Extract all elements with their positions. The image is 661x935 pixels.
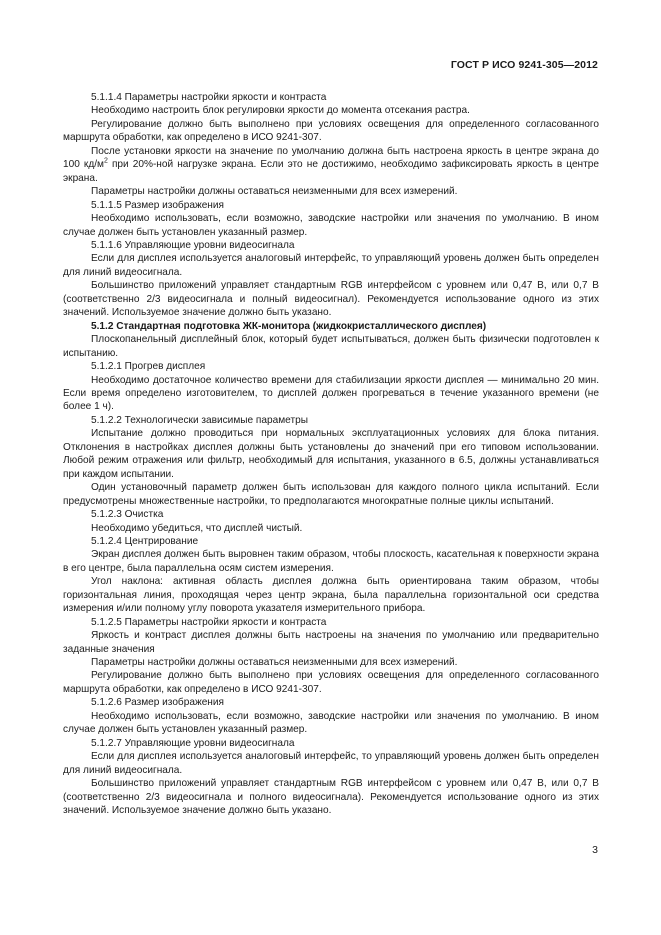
paragraph: Если для дисплея используется аналоговый интерфейс, то управляющий уровень должен быть определен для линий видеосигнала. bbox=[63, 253, 599, 278]
page-number: 3 bbox=[592, 844, 598, 856]
paragraph: Большинство приложений управляет стандартным RGB интерфейсом с уровнем или 0,47 В, или 0,7 В (соответственно 2/3 видеосигнала и полного видеосигнала). Рекомендуется использование одного из этих значений. Используемое значение должно быть указано. bbox=[63, 778, 599, 817]
paragraph: Необходимо достаточное количество времени для стабилизации яркости дисплея — минимально 20 мин. Если время определено изготовителем, то дисплей должен прогреваться в течение указанного времени (не более 1 ч). bbox=[63, 374, 599, 413]
section-heading: 5.1.2.7 Управляющие уровни видеосигнала bbox=[91, 737, 295, 749]
paragraph: Параметры настройки должны оставаться неизменными для всех измерений. bbox=[91, 186, 458, 198]
document-body bbox=[63, 91, 599, 817]
paragraph: Параметры настройки должны оставаться неизменными для всех измерений. bbox=[91, 657, 458, 669]
section-heading: 5.1.2.2 Технологически зависимые параметры bbox=[91, 414, 308, 426]
document-standard-code: ГОСТ Р ИСО 9241-305—2012 bbox=[450, 59, 598, 71]
paragraph-text: при 20%-ной нагрузке экрана. Если это не достижимо, необходимо зафиксировать яркость в центре экрана. bbox=[63, 159, 599, 184]
paragraph: Экран дисплея должен быть выровнен таким образом, чтобы плоскость, касательная к поверхности экрана в его центре, была параллельна осям систем измерения. bbox=[63, 549, 599, 574]
section-heading-bold: 5.1.2 Стандартная подготовка ЖК-монитора (жидкокристаллического дисплея) bbox=[91, 320, 487, 332]
paragraph-text: После установки яркости на значение по умолчанию должна быть настроена яркость в центре экрана до 100 кд/м bbox=[63, 145, 599, 171]
paragraph: Необходимо убедиться, что дисплей чистый. bbox=[91, 522, 303, 534]
paragraph: Необходимо использовать, если возможно, заводские настройки или значения по умолчанию. В ином случае должен быть установлен указанный размер. bbox=[63, 710, 599, 736]
paragraph: Угол наклона: активная область дисплея должна быть ориентирована таким образом, чтобы горизонтальная линия, проходящая через центр экрана, была параллельна горизонтальной оси средства измерения и/или полному углу поворота указателя измерительного прибора. bbox=[63, 576, 599, 615]
section-heading: 5.1.1.5 Размер изображения bbox=[91, 199, 224, 211]
paragraph: Если для дисплея используется аналоговый интерфейс, то управляющий уровень должен быть определен для линий видеосигнала. bbox=[63, 751, 599, 776]
section-heading: 5.1.1.6 Управляющие уровни видеосигнала bbox=[91, 239, 295, 251]
paragraph: Большинство приложений управляет стандартным RGB интерфейсом с уровнем или 0,47 В, или 0,7 В (соответственно 2/3 видеосигнала и полный видеосигнал). Рекомендуется использование одного из этих значений. Используемое значение должно быть указано. bbox=[63, 280, 599, 319]
paragraph: Необходимо настроить блок регулировки яркости до момента отсекания растра. bbox=[91, 105, 470, 117]
section-heading: 5.1.2.5 Параметры настройки яркости и контраста bbox=[91, 616, 327, 628]
section-heading: 5.1.1.4 Параметры настройки яркости и контраста bbox=[91, 92, 327, 103]
paragraph bbox=[63, 145, 599, 185]
section-heading: 5.1.2.4 Центрирование bbox=[91, 535, 199, 547]
paragraph: Необходимо использовать, если возможно, заводские настройки или значения по умолчанию. В ином случае должен быть установлен указанный размер. bbox=[63, 213, 599, 238]
paragraph: Один установочный параметр должен быть использован для каждого полного цикла испытаний. Если предусмотрены множественные настройки, то предполагаются многократные полные циклы испытаний. bbox=[63, 482, 599, 507]
paragraph: Регулирование должно быть выполнено при условиях освещения для определенного согласованного маршрута обработки, как определено в ИСО 9241-307. bbox=[63, 118, 599, 144]
section-heading: 5.1.2.6 Размер изображения bbox=[91, 697, 224, 709]
superscript: 2 bbox=[103, 157, 108, 165]
section-heading: 5.1.2.3 Очистка bbox=[91, 509, 164, 521]
paragraph: Яркость и контраст дисплея должны быть настроены на значения по умолчанию или предварительно заданные значения bbox=[63, 630, 599, 655]
paragraph: Плоскопанельный дисплейный блок, который будет испытываться, должен быть физически подготовлен к испытанию. bbox=[63, 334, 599, 359]
paragraph: Регулирование должно быть выполнено при условиях освещения для определенного согласованного маршрута обработки, как определено в ИСО 9241-307. bbox=[63, 670, 599, 695]
section-heading: 5.1.2.1 Прогрев дисплея bbox=[91, 361, 206, 373]
paragraph: Испытание должно проводиться при нормальных эксплуатационных условиях для блока питания. Отклонения в настройках дисплея должны быть установлены до значений при его типовом использовании. Любой режим отражения или фильтр, необходимый для испытания, указанного в 6.5, должны устанавливаться при каждом испытании. bbox=[63, 428, 599, 480]
